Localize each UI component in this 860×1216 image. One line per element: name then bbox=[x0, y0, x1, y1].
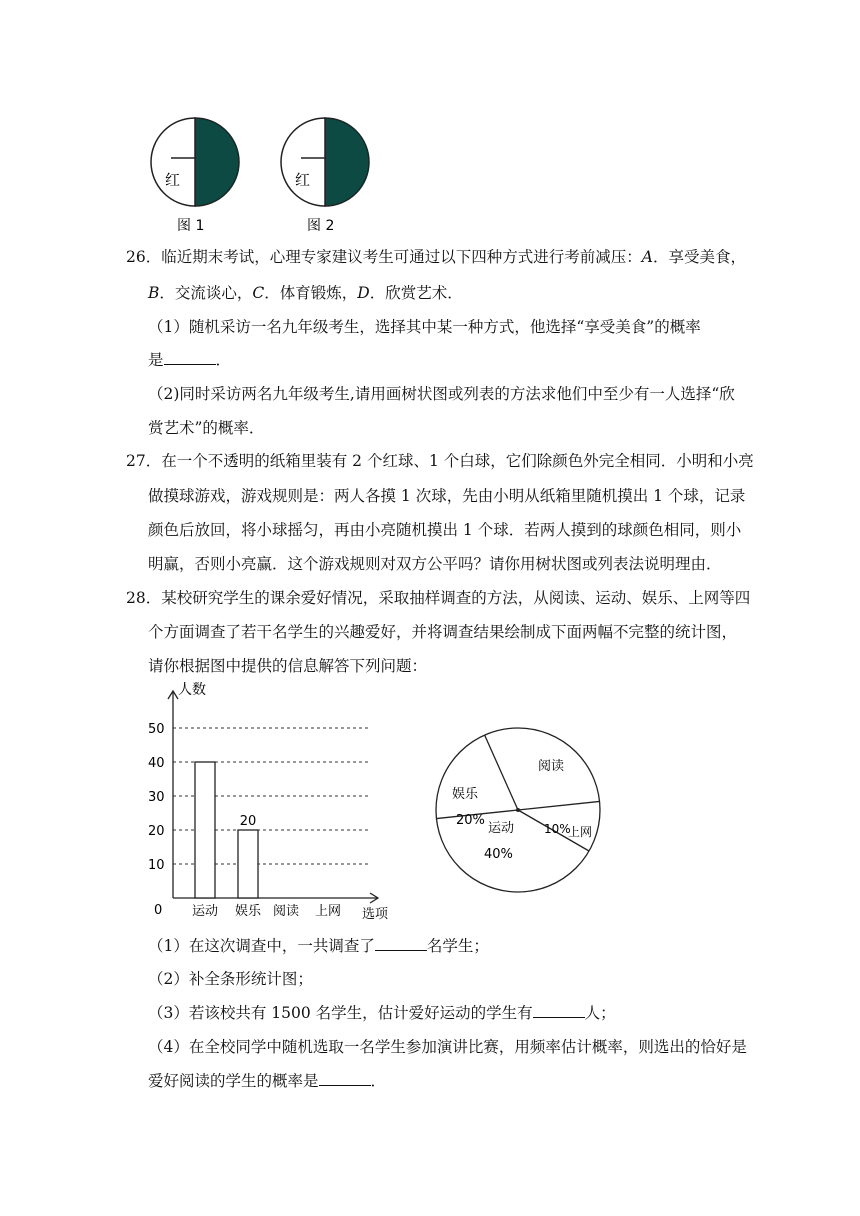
disk1-label: 红 bbox=[165, 171, 181, 189]
x-tick-label: 运动 bbox=[191, 904, 219, 919]
q28-s2: （2）补全条形统计图； bbox=[148, 970, 313, 988]
q27-text1: 在一个不透明的纸箱里装有 2 个红球、1 个白球，它们除颜色外完全相同．小明和小亮 bbox=[161, 452, 754, 470]
pie-label: 娱乐 bbox=[452, 787, 479, 802]
fig1-caption: 图 1 bbox=[177, 218, 205, 234]
origin-label: 0 bbox=[154, 903, 163, 918]
pie-percent-label: 40% bbox=[484, 847, 513, 862]
q26-p1-line2 bbox=[148, 350, 231, 370]
q28-s3-pre: （3）若该校共有 1500 名学生，估计爱好运动的学生有 bbox=[148, 1004, 533, 1022]
answer-blank[interactable] bbox=[319, 1071, 371, 1086]
q26-number: 26． bbox=[126, 248, 162, 266]
q26-opt-c: ．体育锻炼， bbox=[264, 284, 358, 302]
q28-s1-post: 名学生； bbox=[426, 937, 489, 955]
q26-opt-b-letter: B bbox=[148, 284, 160, 302]
disk-fig2 bbox=[281, 118, 369, 234]
q28-line3: 请你根据图中提供的信息解答下列问题： bbox=[148, 657, 428, 675]
q28-s4-post: ． bbox=[370, 1072, 387, 1090]
disk-fig1 bbox=[151, 118, 239, 234]
bar-data-label: 20 bbox=[239, 814, 257, 829]
q28-s3-post: 人； bbox=[584, 1004, 616, 1022]
q27-line4: 明赢，否则小亮赢．这个游戏规则对双方公平吗？请你用树状图或列表法说明理由． bbox=[148, 555, 722, 573]
q28-line1 bbox=[126, 588, 750, 608]
q27-line1 bbox=[126, 451, 754, 471]
q28-text1: 某校研究学生的课余爱好情况，采取抽样调查的方法，从阅读、运动、娱乐、上网等四 bbox=[161, 589, 751, 607]
q28-s4-pre: 爱好阅读的学生的概率是 bbox=[148, 1072, 319, 1090]
bar-运动 bbox=[195, 762, 215, 898]
q26-line2 bbox=[148, 283, 463, 303]
x-tick-label: 娱乐 bbox=[234, 904, 262, 919]
y-axis-label: 人数 bbox=[178, 682, 206, 698]
pie-label: 阅读 bbox=[538, 759, 565, 774]
q26-p1-pre: 是 bbox=[148, 351, 164, 369]
q28-s1 bbox=[148, 936, 489, 956]
pie-label: 上网 bbox=[568, 825, 593, 839]
x-tick-label: 阅读 bbox=[272, 904, 300, 919]
x-tick-label: 上网 bbox=[314, 904, 342, 919]
y-tick-label: 30 bbox=[148, 790, 165, 805]
y-tick-label: 20 bbox=[148, 824, 165, 839]
q28-s4-line1: （4）在全校同学中随机选取一名学生参加演讲比赛，用频率估计概率，则选出的恰好是 bbox=[148, 1038, 747, 1056]
x-axis-label: 选项 bbox=[362, 907, 389, 922]
disk1-dark-half bbox=[195, 118, 239, 206]
q26-opt-b: ．交流谈心， bbox=[159, 284, 253, 302]
disk1-white-half bbox=[151, 118, 195, 206]
disk2-white-half bbox=[281, 118, 325, 206]
q28-number: 28． bbox=[126, 589, 162, 607]
q26-stem: 临近期末考试，心理专家建议考生可通过以下四种方式进行考前减压： bbox=[161, 248, 642, 266]
answer-blank[interactable] bbox=[533, 1003, 585, 1018]
bar-chart bbox=[140, 678, 400, 923]
q26-opt-d: ．欣赏艺术． bbox=[369, 284, 463, 302]
answer-blank[interactable] bbox=[164, 350, 216, 365]
q28-s1-pre: （1）在这次调查中，一共调查了 bbox=[148, 937, 375, 955]
y-tick-label: 50 bbox=[148, 722, 165, 737]
q28-s3 bbox=[148, 1003, 616, 1023]
q26-line1 bbox=[126, 247, 746, 267]
fig2-caption: 图 2 bbox=[307, 218, 335, 234]
q28-s4-line2 bbox=[148, 1071, 386, 1091]
disk2-label: 红 bbox=[295, 171, 311, 189]
q26-p2-line2: 赏艺术”的概率． bbox=[148, 419, 265, 437]
q26-opt-a: ．享受美食， bbox=[652, 248, 746, 266]
y-tick-label: 40 bbox=[148, 756, 165, 771]
q26-opt-a-letter: A bbox=[641, 248, 653, 266]
answer-blank[interactable] bbox=[375, 936, 427, 951]
q26-p1-post: ． bbox=[215, 351, 232, 369]
pie-center bbox=[516, 808, 520, 812]
y-tick-label: 10 bbox=[148, 858, 165, 873]
q28-line2: 个方面调查了若干名学生的兴趣爱好，并将调查结果绘制成下面两幅不完整的统计图， bbox=[148, 623, 738, 641]
q26-opt-c-letter: C bbox=[252, 284, 265, 302]
bar-娱乐 bbox=[238, 830, 258, 898]
pie-percent-label: 20% bbox=[456, 813, 485, 828]
q27-line2: 做摸球游戏，游戏规则是：两人各摸 1 次球，先由小明从纸箱里随机摸出 1 个球，记录 bbox=[148, 487, 746, 505]
q26-opt-d-letter: D bbox=[357, 284, 370, 302]
pie-chart bbox=[430, 720, 610, 900]
pie-percent-label: 10% bbox=[544, 822, 571, 836]
disk-figures bbox=[140, 108, 390, 238]
q26-p2-line1: （2)同时采访两名九年级考生,请用画树状图或列表的方法求他们中至少有一人选择“欣 bbox=[148, 385, 735, 403]
q27-line3: 颜色后放回，将小球摇匀，再由小亮随机摸出 1 个球．若两人摸到的球颜色相同，则小 bbox=[148, 521, 742, 539]
pie-label: 运动 bbox=[488, 821, 515, 836]
disk2-dark-half bbox=[325, 118, 369, 206]
q26-p1-line1: （1）随机采访一名九年级考生，选择其中某一种方式，他选择“享受美食”的概率 bbox=[148, 318, 701, 336]
q27-number: 27． bbox=[126, 452, 162, 470]
